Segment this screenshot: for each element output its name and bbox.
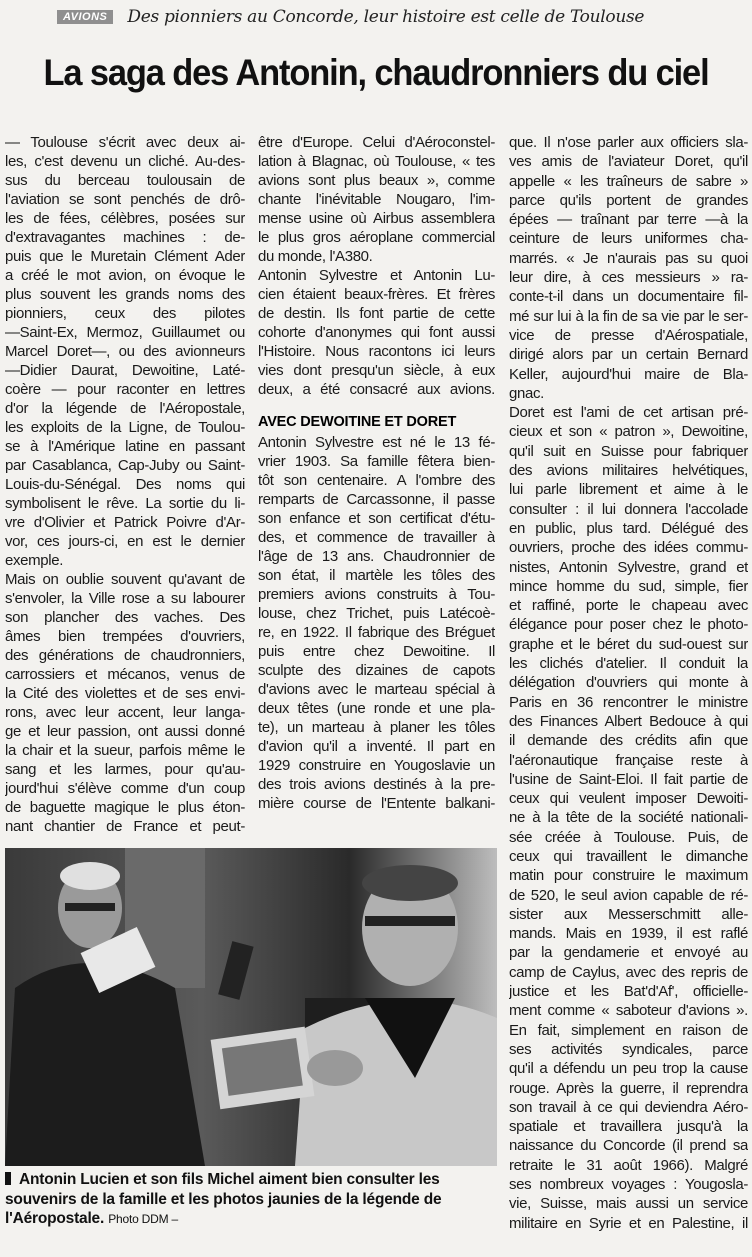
text-line: matin pour construire le maximum: [509, 867, 748, 885]
text-line: nant chantier de France et peut-: [5, 818, 245, 835]
text-line: louse, chez Trichet, puis Latécoè-: [258, 605, 495, 622]
text-line: 1929 construire en Yougoslavie un: [258, 757, 495, 774]
text-line: de baguette magique le plus éton-: [5, 799, 245, 816]
photo-caption: [5, 1170, 497, 1230]
text-line: lation à Blagnac, où Toulouse, « tes: [258, 153, 495, 170]
text-line: être d'Europe. Celui d'Aéroconstel-: [258, 134, 495, 151]
photo-credit: Photo DDM –: [108, 1212, 179, 1226]
text-line: chante l'inévitable Nougaro, l'im-: [258, 191, 495, 208]
text-line: ceinture de leurs uniformes cha-: [509, 230, 748, 248]
text-line: ceux qui travaillent le dimanche: [509, 847, 748, 865]
text-line: mince homme du sud, simple, fier: [509, 577, 748, 595]
text-line: cieux et son « patron », Dewoitine,: [509, 423, 748, 441]
text-line: retraite le 31 août 1966). Malgré: [509, 1156, 748, 1174]
text-line: puis que le Muretain Clément Ader: [5, 248, 245, 265]
text-line: Mais on oublie souvent qu'avant de: [5, 571, 245, 588]
text-line: mands. Mais en 1939, il est raflé: [509, 925, 748, 943]
text-line: ment comme « saboteur d'avions ».: [509, 1002, 748, 1020]
text-line: l'âge de 13 ans. Chaudronnier de: [258, 548, 495, 565]
text-line: ves amis de l'aviateur Doret, qu'il: [509, 153, 748, 171]
text-line: âmes bien trempées d'ouvriers,: [5, 628, 245, 645]
text-line: d'or la légende de l'Aéropostale,: [5, 400, 245, 417]
text-line: l'usine de Saint-Eloi. Il fait partie de: [509, 770, 748, 788]
text-line: se à l'Amérique latine en passant: [5, 438, 245, 455]
text-line: sée créée à Toulouse. Puis, de: [509, 828, 748, 846]
text-line: du monde, l'A380.: [258, 248, 373, 265]
text-line: des Finances Albert Bedouce à qui: [509, 712, 748, 730]
text-line: l'aviation se sont penchés de drô-: [5, 191, 245, 208]
paragraph: [509, 403, 748, 1233]
text-line: pionniers, ceux des pilotes: [5, 305, 245, 322]
text-line: des trois avions destinés à la pre-: [258, 776, 495, 793]
text-line: la Cité des violettes et de ses envi-: [5, 685, 245, 702]
article-column-1: [5, 133, 245, 836]
text-line: d'avions avec le marteau spécial à: [258, 681, 495, 698]
text-line: — Toulouse s'écrit avec deux ai-: [5, 134, 245, 151]
text-line: appelle « les traîneurs de sabre »: [509, 172, 748, 190]
text-line: vice de presse d'Aérospatiale,: [509, 326, 748, 344]
text-line: graphe et le béret du sud-ouest sur: [509, 635, 748, 653]
text-line: que. Il n'ose parler aux officiers sla-: [509, 134, 748, 151]
text-line: par la gendamerie et envoyé au: [509, 944, 748, 962]
text-line: élégance pour poser chez le photo-: [509, 616, 748, 634]
paragraph: [258, 433, 495, 813]
caption-text: Antonin Lucien et son fils Michel aiment bien consulter les souvenirs de la famille et les photos jaunies de la légende de l'Aéropostale.: [5, 1171, 442, 1227]
text-line: sus du berceau toulousain de: [5, 172, 245, 189]
text-line: ses activités syndicales, parce: [509, 1040, 748, 1058]
article-column-2: [258, 133, 495, 813]
text-line: En fait, simplement en raison de: [509, 1021, 748, 1039]
text-line: son plancher des vaches. Des: [5, 609, 245, 626]
text-line: des, et commence de travailler à: [258, 529, 495, 546]
paragraph: [258, 266, 495, 399]
text-line: exemple.: [5, 552, 64, 569]
text-line: Marcel Doret—, ou des avionneurs: [5, 343, 245, 360]
text-line: épées — traînant par terre —à la: [509, 211, 748, 229]
text-line: sister aux Messerschmitt alle-: [509, 905, 748, 923]
text-line: Paris en 36 rencontrer le ministre: [509, 693, 748, 711]
text-line: les exploits de la Ligne, de Toulou-: [5, 419, 245, 436]
text-line: le plus gros aéroplane commercial: [258, 229, 495, 246]
section-badge: AVIONS: [57, 10, 113, 24]
text-line: a créé le mot avion, on évoque le: [5, 267, 245, 284]
text-line: l'aéronautique française reste à: [509, 751, 748, 769]
text-line: son état, il martèle les tôles des: [258, 567, 495, 584]
text-line: vrier 1903. Sa famille fêtera bien-: [258, 453, 495, 470]
text-line: Doret est l'ami de cet artisan pré-: [509, 404, 748, 422]
text-line: deux, a été consacré aux avions.: [258, 381, 495, 398]
text-line: vre d'Olivier et Patrick Poivre d'Ar-: [5, 514, 245, 531]
text-line: son travail à ce qui deviendra Aéro-: [509, 1098, 748, 1116]
text-line: ne à la tête de la société nationali-: [509, 809, 748, 827]
text-line: d'avion qu'il a inventé. Il part en: [258, 738, 495, 755]
text-line: d'extravagantes machines : de-: [5, 229, 245, 246]
text-line: les, c'est devenu un cliché. Au-des-: [5, 153, 245, 170]
text-line: coère — pour raconter en lettres: [5, 381, 245, 398]
text-line: qu'il a défendu un peu trop la cause: [509, 1060, 748, 1078]
text-line: marrés. « Je n'aurais pas su quoi: [509, 249, 748, 267]
text-line: les de fées, célèbres, posées sur: [5, 210, 245, 227]
text-line: jourd'hui s'élève comme d'un coup: [5, 780, 245, 797]
text-line: puis entre chez Dewoitine. Il: [258, 643, 495, 660]
text-line: justice et les Bat'd'Af', officielle-: [509, 983, 748, 1001]
text-line: militaire en Syrie et en Palestine, il: [509, 1214, 748, 1232]
text-line: ouvriers, proche des idées commu-: [509, 539, 748, 557]
text-line: de destin. Ils font partie de cette: [258, 305, 495, 322]
text-line: mense usine où Airbus assemblera: [258, 210, 495, 227]
text-line: ge et leur passion, ont aussi donné: [5, 723, 245, 740]
text-line: délégation d'ouvriers qui monte à: [509, 674, 748, 692]
text-line: et raffiné, porte le chapeau avec: [509, 597, 748, 615]
text-line: conte-t-il dans un documentaire fil-: [509, 288, 748, 306]
text-line: avions sont plus beaux », comme: [258, 172, 495, 189]
text-line: des avions militaires helvétiques,: [509, 462, 748, 480]
section-subheading: AVEC DEWOITINE ET DORET: [258, 414, 457, 430]
text-line: tôt son centenaire. A l'ombre des: [258, 472, 495, 489]
text-line: vie, Suisse, mais aussi un service: [509, 1195, 748, 1213]
kicker: [57, 7, 644, 27]
text-line: les clichés d'atelier. Il conduit la: [509, 655, 748, 673]
text-line: —Saint-Ex, Mermoz, Guillaumet ou: [5, 324, 245, 341]
text-line: carrossiers et mécanos, venus de: [5, 666, 245, 683]
article-photo: [5, 848, 497, 1166]
text-line: s'envoler, la Ville rose a su labourer: [5, 590, 245, 607]
text-line: camp de Caylus, avec des repris de: [509, 963, 748, 981]
kicker-subtitle: Des pionniers au Concorde, leur histoire est celle de Toulouse: [127, 7, 645, 27]
text-line: des générations de chaudronniers,: [5, 647, 245, 664]
text-line: premiers avions construits à Tou-: [258, 586, 495, 603]
text-line: symbolisent le rêve. La sortie du li-: [5, 495, 245, 512]
text-line: ceux qui veulent imposer Dewoiti-: [509, 790, 748, 808]
text-line: cien étaient beaux-frères. Et frères: [258, 286, 495, 303]
text-line: consulter : il lui donnera l'accolade: [509, 500, 748, 518]
text-line: leur dire, à ces messieurs » ra-: [509, 269, 748, 287]
text-line: gnac.: [509, 384, 544, 402]
text-line: spatiale et travaillera jusqu'à la: [509, 1118, 748, 1136]
text-line: Louis-du-Sénégal. Des noms qui: [5, 476, 245, 493]
text-line: nistes, Antonin Sylvestre, grand et: [509, 558, 748, 576]
article-column-3: [509, 133, 748, 1233]
text-line: —Didier Daurat, Dewoitine, Laté-: [5, 362, 245, 379]
text-line: Keller, aujourd'hui maire de Bla-: [509, 365, 748, 383]
text-line: te), un marteau à planer les tôles: [258, 719, 495, 736]
text-line: vies dont presqu'un siècle, à eux: [258, 362, 495, 379]
text-line: rons, avec leur accent, leur langa-: [5, 704, 245, 721]
headline: La saga des Antonin, chaudronniers du ciel: [43, 52, 709, 93]
text-line: il demande des crédits afin que: [509, 732, 748, 750]
text-line: vor, ces jours-ci, en est le dernier: [5, 533, 245, 550]
text-line: mière course de l'Entente balkani-: [258, 795, 495, 812]
text-line: sang et les larmes, pour qu'au-: [5, 761, 245, 778]
text-line: qu'il suit en Suisse pour fabriquer: [509, 442, 748, 460]
text-line: deux têtes (une ronde et une pla-: [258, 700, 495, 717]
text-line: en public, plus tard. Délégué des: [509, 519, 748, 537]
text-line: remparts de Carcassonne, il passe: [258, 491, 495, 508]
text-line: re, en 1922. Il fabrique des Bréguet: [258, 624, 495, 641]
text-line: Antonin Sylvestre et Antonin Lu-: [258, 267, 495, 284]
text-line: la chair et la sueur, parfois même le: [5, 742, 245, 759]
text-line: dirigé alors par un certain Bernard: [509, 346, 748, 364]
text-line: de 520, le seul avion capable de ré-: [509, 886, 748, 904]
text-line: parce qu'ils portent de grandes: [509, 191, 748, 209]
text-line: mé sur lui à la fin de sa vie par le ser-: [509, 307, 748, 325]
paragraph: [509, 133, 748, 403]
text-line: rouge. Après la guerre, il reprendra: [509, 1079, 748, 1097]
text-line: cohorte d'anonymes qui font aussi: [258, 324, 495, 341]
text-line: par Casablanca, Cap-Juby ou Saint-: [5, 457, 245, 474]
paragraph: [5, 570, 245, 836]
text-line: l'Histoire. Nous racontons ici leurs: [258, 343, 495, 360]
text-line: sculpte des dizaines de capots: [258, 662, 495, 679]
caption-marker: [5, 1172, 11, 1185]
text-line: lui parle librement et aime à le: [509, 481, 748, 499]
text-line: son enfance et son certificat d'étu-: [258, 510, 495, 527]
paragraph: [258, 133, 495, 266]
photo-men-with-old-photos: [5, 848, 497, 1166]
text-line: naissance du Concorde (il prend sa: [509, 1137, 748, 1155]
text-line: ses nombreux voyages : Yougosla-: [509, 1176, 748, 1194]
text-line: Antonin Sylvestre est né le 13 fé-: [258, 434, 495, 451]
paragraph: [5, 133, 245, 570]
text-line: plus souvent les grands noms des: [5, 286, 245, 303]
